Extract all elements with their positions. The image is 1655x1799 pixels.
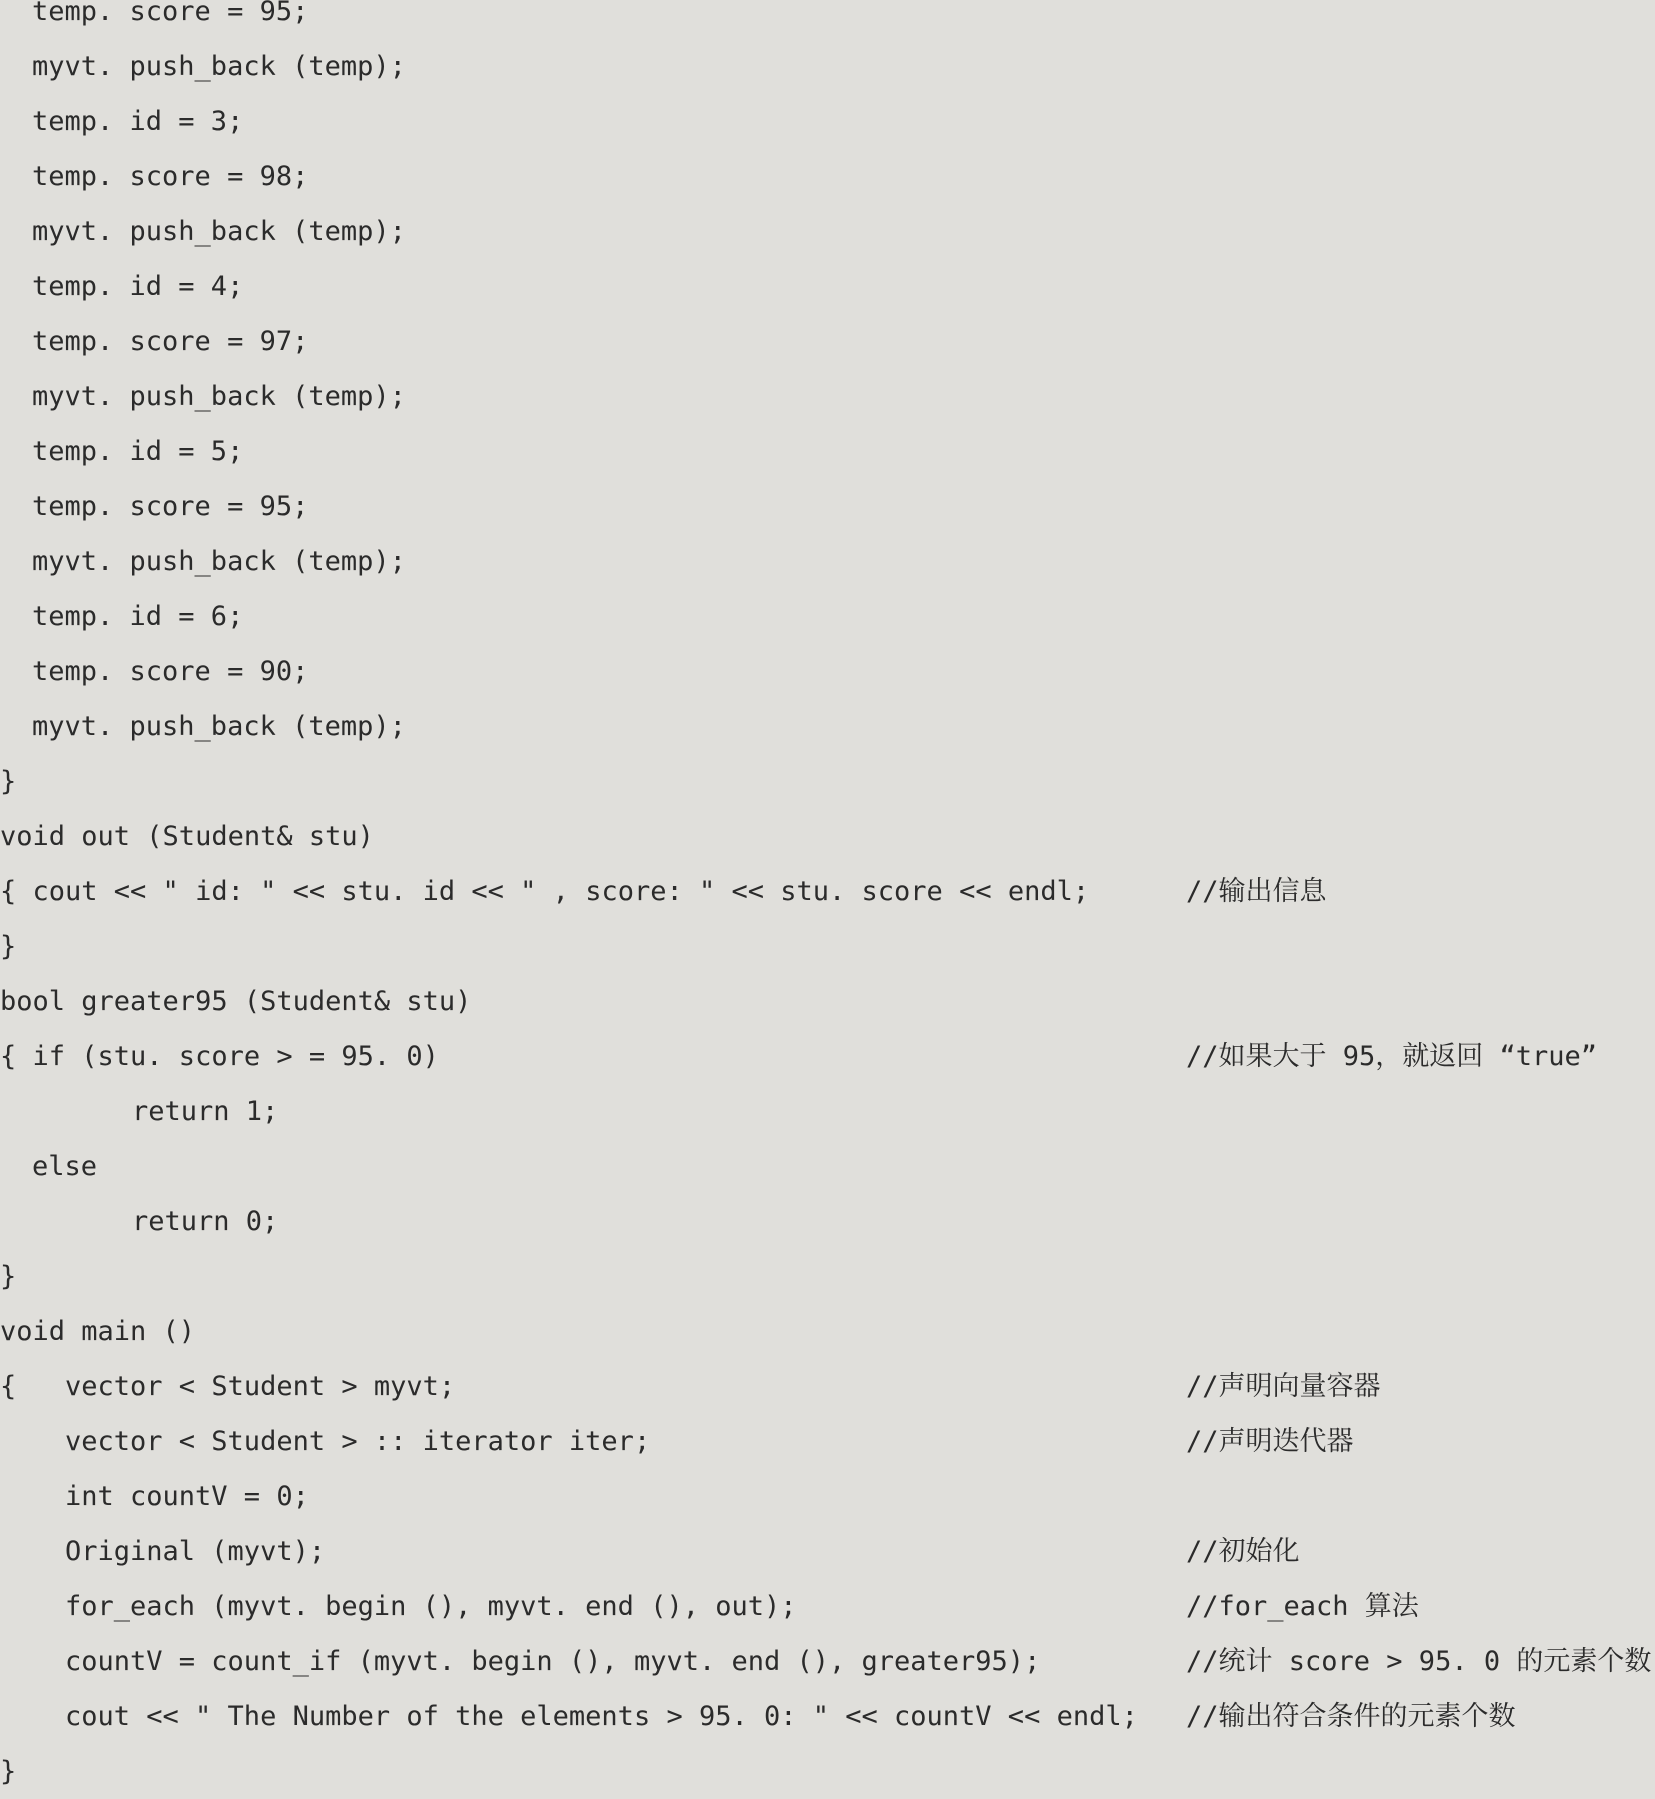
code-text: myvt. push_back (temp); <box>32 546 406 577</box>
code-text: int countV = 0; <box>65 1481 309 1512</box>
code-text: myvt. push_back (temp); <box>32 51 406 82</box>
code-text: } <box>0 1261 17 1292</box>
code-line <box>0 1469 1655 1524</box>
code-text: } <box>0 931 17 962</box>
code-line <box>0 39 1655 94</box>
code-text: temp. id = 6; <box>32 601 244 632</box>
code-line <box>0 864 1655 919</box>
code-line <box>0 314 1655 369</box>
code-text: temp. id = 4; <box>32 271 244 302</box>
code-line <box>0 1689 1655 1744</box>
code-text: else <box>32 1151 98 1182</box>
code-text: { cout << " id: " << stu. id << " , score: " << stu. score << endl; <box>0 876 1090 907</box>
code-text: temp. score = 97; <box>32 326 309 357</box>
code-line <box>0 94 1655 149</box>
code-comment: //for_each 算法 <box>1186 1591 1419 1622</box>
code-line <box>0 1359 1655 1414</box>
code-line <box>0 919 1655 974</box>
code-line <box>0 974 1655 1029</box>
code-text: temp. id = 5; <box>32 436 244 467</box>
code-line <box>0 1194 1655 1249</box>
code-line <box>0 699 1655 754</box>
code-line <box>0 1579 1655 1634</box>
code-line <box>0 259 1655 314</box>
code-text: myvt. push_back (temp); <box>32 711 406 742</box>
code-text: return 1; <box>132 1096 279 1127</box>
code-text: temp. id = 3; <box>32 106 244 137</box>
code-text: void main () <box>0 1316 196 1347</box>
code-text: temp. score = 95; <box>32 0 309 27</box>
code-comment: //声明迭代器 <box>1186 1426 1354 1457</box>
code-line <box>0 754 1655 809</box>
code-text: vector < Student > :: iterator iter; <box>65 1426 651 1457</box>
code-line <box>0 1524 1655 1579</box>
code-line <box>0 369 1655 424</box>
code-line <box>0 149 1655 204</box>
code-text: void out (Student& stu) <box>0 821 374 852</box>
code-line <box>0 1634 1655 1689</box>
code-line <box>0 589 1655 644</box>
code-text: temp. score = 95; <box>32 491 309 522</box>
code-text: temp. score = 98; <box>32 161 309 192</box>
code-comment: //输出信息 <box>1186 876 1327 907</box>
code-line <box>0 1414 1655 1469</box>
code-comment: //统计 score > 95. 0 的元素个数 <box>1186 1646 1652 1677</box>
code-text: myvt. push_back (temp); <box>32 216 406 247</box>
code-comment: //初始化 <box>1186 1536 1300 1567</box>
code-line <box>0 1249 1655 1304</box>
code-text: bool greater95 (Student& stu) <box>0 986 472 1017</box>
code-text: for_each (myvt. begin (), myvt. end (), out); <box>65 1591 797 1622</box>
code-text: Original (myvt); <box>65 1536 326 1567</box>
code-line <box>0 1304 1655 1359</box>
code-text: temp. score = 90; <box>32 656 309 687</box>
code-comment: //输出符合条件的元素个数 <box>1186 1701 1516 1732</box>
code-comment: //如果大于 95，就返回 “true” <box>1186 1041 1598 1072</box>
code-comment: //声明向量容器 <box>1186 1371 1381 1402</box>
code-line <box>0 204 1655 259</box>
code-line <box>0 424 1655 479</box>
code-line <box>0 0 1655 39</box>
code-line <box>0 1084 1655 1139</box>
code-line <box>0 1029 1655 1084</box>
code-line <box>0 1744 1655 1799</box>
code-line <box>0 534 1655 589</box>
code-text: } <box>0 766 17 797</box>
code-text: { if (stu. score > = 95. 0) <box>0 1041 439 1072</box>
code-text: { vector < Student > myvt; <box>0 1371 456 1402</box>
code-text: countV = count_if (myvt. begin (), myvt. end (), greater95); <box>65 1646 1041 1677</box>
code-text: cout << " The Number of the elements > 95. 0: " << countV << endl; <box>65 1701 1138 1732</box>
code-line <box>0 809 1655 864</box>
code-text: myvt. push_back (temp); <box>32 381 406 412</box>
code-text: return 0; <box>132 1206 279 1237</box>
code-line <box>0 479 1655 534</box>
code-line <box>0 1139 1655 1194</box>
code-line <box>0 644 1655 699</box>
code-text: } <box>0 1756 17 1787</box>
